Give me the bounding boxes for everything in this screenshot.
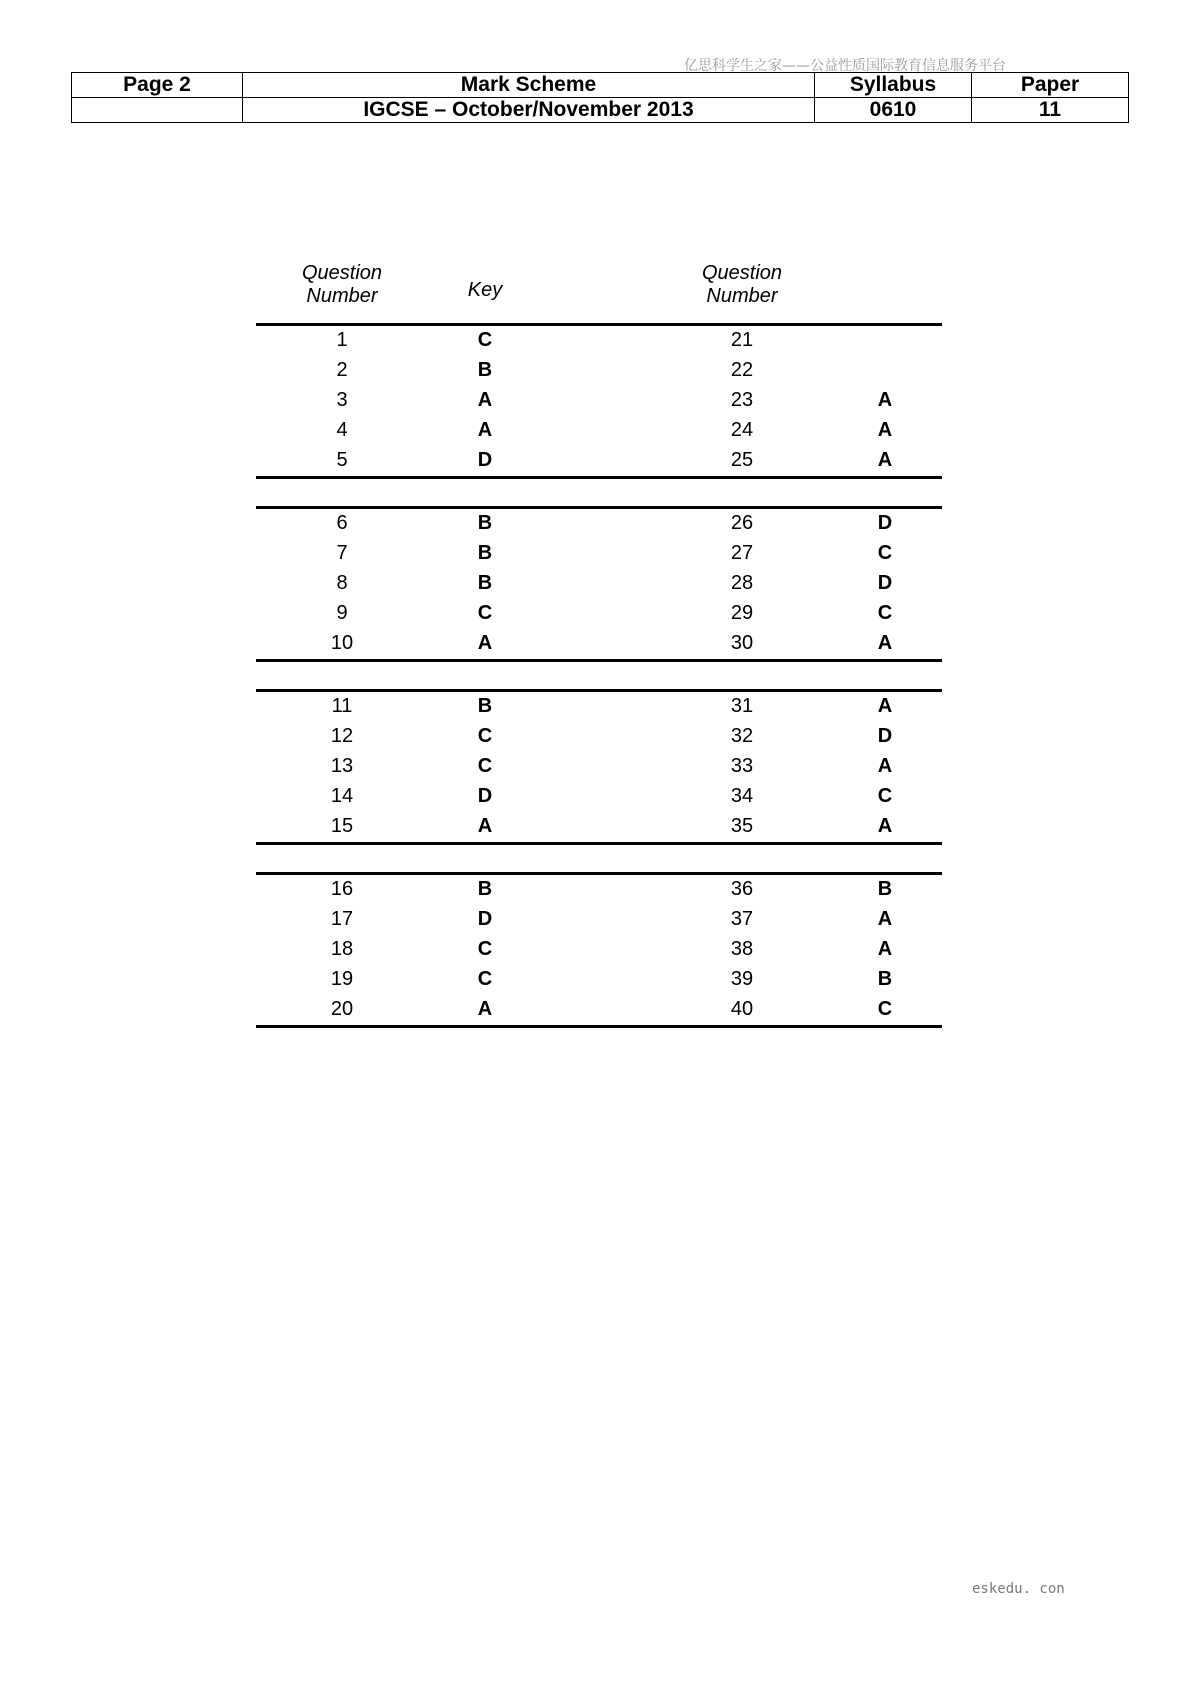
answer-key: B — [477, 878, 493, 900]
answer-key: B — [877, 878, 893, 900]
question-number: 19 — [330, 968, 354, 990]
answer-key: A — [877, 908, 893, 930]
answer-key: A — [877, 389, 893, 411]
answer-key: D — [477, 785, 493, 807]
document-header-table — [71, 72, 1129, 123]
answer-key: B — [477, 542, 493, 564]
answer-row — [256, 445, 942, 475]
question-number: 22 — [730, 359, 754, 381]
answer-key: C — [877, 542, 893, 564]
answer-row — [256, 994, 942, 1024]
answer-row — [256, 385, 942, 415]
answer-key: C — [477, 602, 493, 624]
question-number: 8 — [336, 572, 348, 594]
group-bottom-rule — [256, 1025, 942, 1028]
question-number: 36 — [730, 878, 754, 900]
header-question-line: Question — [301, 262, 383, 284]
header-question-line: Question — [701, 262, 783, 284]
answer-key: B — [477, 695, 493, 717]
answer-row — [256, 628, 942, 658]
question-number: 30 — [730, 632, 754, 654]
group-bottom-rule — [256, 659, 942, 662]
answer-row — [256, 508, 942, 538]
question-number: 40 — [730, 998, 754, 1020]
header-empty-cell — [72, 98, 243, 123]
question-number: 27 — [730, 542, 754, 564]
question-number: 25 — [730, 449, 754, 471]
answer-key: A — [477, 815, 493, 837]
question-number: 13 — [330, 755, 354, 777]
group-bottom-rule — [256, 476, 942, 479]
answer-key: D — [477, 449, 493, 471]
question-number: 35 — [730, 815, 754, 837]
question-number: 7 — [336, 542, 348, 564]
answer-key: C — [877, 602, 893, 624]
question-number: 9 — [336, 602, 348, 624]
answer-key: D — [477, 908, 493, 930]
column-header-question-number-right — [656, 262, 828, 318]
column-header-question-number-left — [256, 262, 428, 318]
question-number: 21 — [730, 329, 754, 351]
question-number: 32 — [730, 725, 754, 747]
question-number: 1 — [336, 329, 348, 351]
question-number: 28 — [730, 572, 754, 594]
answer-key: C — [877, 998, 893, 1020]
answer-row — [256, 325, 942, 355]
answer-row — [256, 721, 942, 751]
group-bottom-rule — [256, 842, 942, 845]
question-number: 24 — [730, 419, 754, 441]
answer-key: A — [877, 755, 893, 777]
answer-key: C — [877, 785, 893, 807]
answer-key: D — [877, 572, 893, 594]
answer-key: C — [477, 725, 493, 747]
document-title: Mark Scheme — [243, 73, 815, 98]
paper-label: Paper — [972, 73, 1129, 98]
watermark-bottom: eskedu. con — [972, 1581, 1065, 1597]
question-number: 5 — [336, 449, 348, 471]
question-number: 33 — [730, 755, 754, 777]
header-number-line: Number — [706, 285, 778, 307]
answer-key: C — [477, 938, 493, 960]
answer-row — [256, 781, 942, 811]
page-number: Page 2 — [72, 73, 243, 98]
question-number: 2 — [336, 359, 348, 381]
answer-row — [256, 415, 942, 445]
question-number: 16 — [330, 878, 354, 900]
answer-key: B — [877, 968, 893, 990]
answer-row — [256, 751, 942, 781]
answer-key: B — [477, 359, 493, 381]
question-number: 10 — [330, 632, 354, 654]
answer-row — [256, 874, 942, 904]
answer-row — [256, 568, 942, 598]
question-number: 11 — [331, 695, 353, 717]
question-number: 3 — [336, 389, 348, 411]
question-number: 15 — [330, 815, 354, 837]
syllabus-label: Syllabus — [815, 73, 972, 98]
syllabus-code: 0610 — [815, 98, 972, 123]
answer-key: B — [477, 512, 493, 534]
answer-key: A — [477, 389, 493, 411]
answer-key: A — [877, 419, 893, 441]
answer-key: A — [877, 815, 893, 837]
question-number: 29 — [730, 602, 754, 624]
answer-key: D — [877, 512, 893, 534]
answer-row — [256, 934, 942, 964]
question-number: 37 — [730, 908, 754, 930]
question-number: 31 — [730, 695, 754, 717]
question-number: 34 — [730, 785, 754, 807]
answer-key: A — [477, 632, 493, 654]
answer-key: A — [877, 632, 893, 654]
answer-row — [256, 811, 942, 841]
answer-key: C — [477, 968, 493, 990]
answer-row — [256, 964, 942, 994]
answer-row — [256, 538, 942, 568]
question-number: 18 — [330, 938, 354, 960]
paper-number: 11 — [972, 98, 1129, 123]
answer-key: A — [877, 449, 893, 471]
question-number: 23 — [730, 389, 754, 411]
header-number-line: Number — [306, 285, 378, 307]
header-row-1 — [72, 73, 1129, 98]
watermark-top: 亿思科学生之家——公益性质国际教育信息服务平台 — [684, 58, 1006, 74]
question-number: 20 — [330, 998, 354, 1020]
answer-key: A — [477, 998, 493, 1020]
exam-session: IGCSE – October/November 2013 — [243, 98, 815, 123]
header-row-2 — [72, 98, 1129, 123]
column-header-key-left: Key — [467, 279, 503, 301]
answer-key: D — [877, 725, 893, 747]
answer-key: C — [477, 755, 493, 777]
question-number: 6 — [336, 512, 348, 534]
answer-key: B — [477, 572, 493, 594]
question-number: 17 — [330, 908, 354, 930]
answer-key: A — [477, 419, 493, 441]
answer-key: A — [877, 695, 893, 717]
question-number: 4 — [336, 419, 348, 441]
question-number: 26 — [730, 512, 754, 534]
answer-key: C — [477, 329, 493, 351]
answer-row — [256, 598, 942, 628]
answer-row — [256, 691, 942, 721]
question-number: 14 — [330, 785, 354, 807]
question-number: 39 — [730, 968, 754, 990]
answer-row — [256, 355, 942, 385]
question-number: 38 — [730, 938, 754, 960]
answer-key: A — [877, 938, 893, 960]
answer-row — [256, 904, 942, 934]
question-number: 12 — [330, 725, 354, 747]
